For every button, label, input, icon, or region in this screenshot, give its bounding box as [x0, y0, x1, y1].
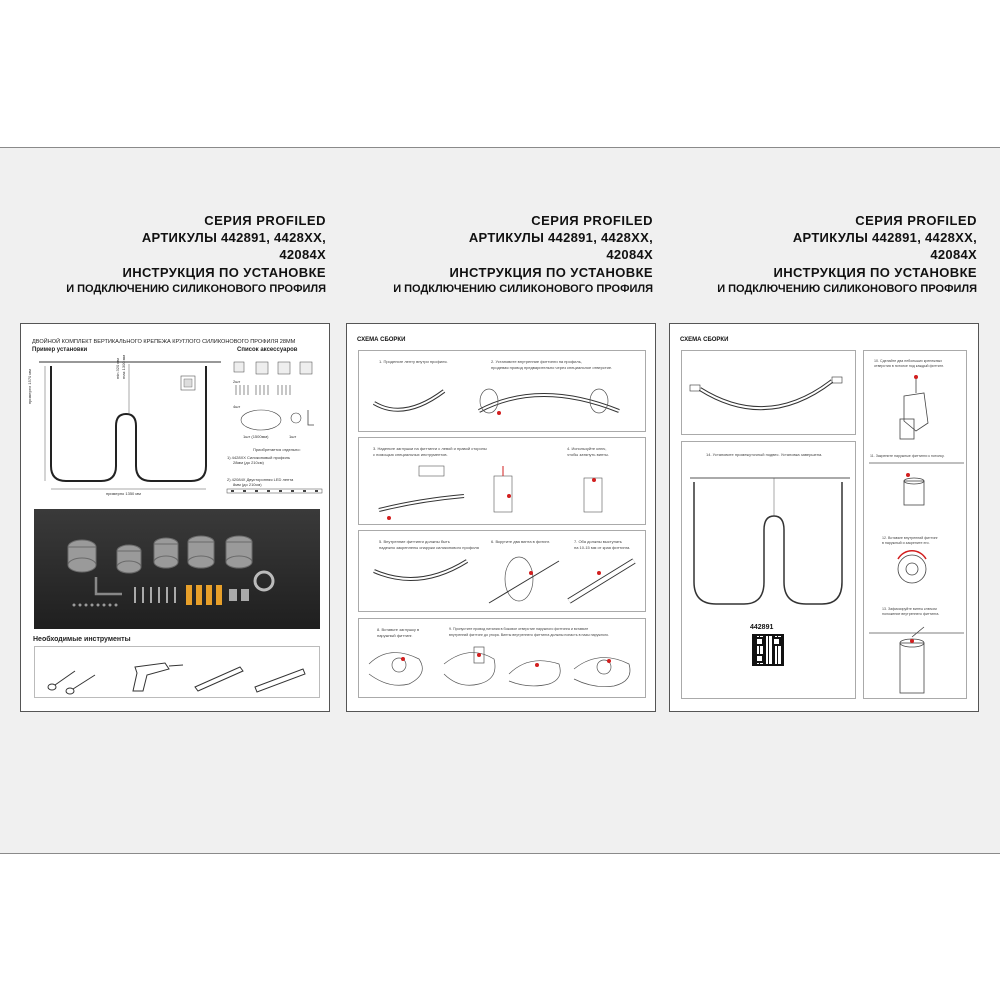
step-box-8-9 [358, 618, 646, 698]
profile-drawing [682, 351, 857, 436]
step4b-text: чтобы затянуть винты. [567, 452, 609, 457]
acc-ring [291, 413, 301, 423]
instruction-line-2: И ПОДКЛЮЧЕНИЮ СИЛИКОНОВОГО ПРОФИЛЯ [393, 283, 653, 295]
step3b-text: с помощью специальных инструментов. [373, 452, 448, 457]
step-box-profile [681, 350, 856, 435]
step7-text: 7. Оба должны выступать [574, 539, 622, 544]
step1-2-drawing [359, 351, 647, 433]
ruler-icon [255, 669, 305, 692]
acc-cable-label: 1шт (1500мм) [243, 434, 269, 439]
header-column-1 [66, 212, 326, 296]
separate-item-2: 2) 42084X Двусторонняя LED лента [227, 477, 294, 482]
acc-fitting-3 [278, 362, 290, 374]
acc-fitting-2 [256, 362, 268, 374]
drill-up-icon [900, 375, 928, 439]
articles-line-2: 42084X [279, 247, 326, 262]
step12-text: 12. Вставьте внутренний фиттинг [882, 536, 938, 540]
step3-text: 3. Наденьте заглушки на фиттинги с левой и правой стороны [373, 446, 487, 451]
step-box-3-4 [358, 437, 646, 525]
page3-title: СХЕМА СБОРКИ [680, 337, 729, 343]
articles-line-1: АРТИКУЛЫ 442891, 4428XX, [468, 230, 653, 245]
instruction-line-1: ИНСТРУКЦИЯ ПО УСТАНОВКЕ [773, 265, 977, 280]
tools-title: Необходимые инструменты [33, 636, 131, 643]
profile-left-loop [51, 366, 206, 481]
led-strip-drawing [227, 488, 322, 494]
acc-count-1: 2шт [233, 379, 241, 384]
step5b-text: надежно закреплены снаружи силиконового профиля [379, 545, 479, 550]
instruction-line-1: ИНСТРУКЦИЯ ПО УСТАНОВКЕ [449, 265, 653, 280]
separate-item-2b: 8мм (до 210см) [233, 482, 262, 487]
fitting-detail-inner [184, 379, 192, 387]
step9b-text: внутренний фиттинг до упора. Винты внутреннего фиттинга должны попасть в пазы наружного. [449, 633, 610, 637]
qr-code [752, 634, 784, 666]
accessories-drawing [226, 360, 326, 450]
page1-title: ДВОЙНОЙ КОМПЛЕКТ ВЕРТИКАЛЬНОГО КРЕПЕЖА КРУГЛОГО СИЛИКОНОВОГО ПРОФИЛЯ 28ММ [32, 339, 296, 345]
instruction-line-2: И ПОДКЛЮЧЕНИЮ СИЛИКОНОВОГО ПРОФИЛЯ [66, 283, 326, 295]
page-3 [669, 323, 979, 712]
header-column-3 [717, 212, 977, 296]
series-title: СЕРИЯ PROFILED [531, 213, 653, 228]
step5-7-drawing [359, 531, 647, 613]
step-box-1-2 [358, 350, 646, 432]
step8-9-drawing [359, 619, 647, 699]
step10b-text: отверстия в потолке под каждый фиттинг. [874, 364, 944, 368]
hardware-photo [34, 509, 320, 629]
step2b-text: продевая провод предварительно через специальное отверстие. [491, 365, 613, 370]
dim-min-label: min 320 мм [115, 358, 120, 379]
step3-4-drawing [359, 438, 647, 526]
acc-count-2: 4шт [233, 404, 241, 409]
acc-cable-coil [241, 410, 281, 430]
acc-hex-key [308, 410, 314, 425]
articles-line-2: 42084X [930, 247, 977, 262]
step10-text: 10. Сделайте два небольших крепежных [874, 359, 943, 363]
dim-drop-label: max 1300 мм [121, 354, 126, 379]
acc-fitting-4 [300, 362, 312, 374]
fitting-lock-icon [900, 627, 924, 693]
step-box-10-13 [863, 350, 967, 699]
step13b-text: положение внутреннего фиттинга. [882, 612, 940, 616]
series-title: СЕРИЯ PROFILED [855, 213, 977, 228]
tools-box [34, 646, 320, 698]
step12b-text: в наружный и закрепите его. [882, 541, 930, 545]
articles-line-1: АРТИКУЛЫ 442891, 4428XX, [792, 230, 977, 245]
instruction-line-2: И ПОДКЛЮЧЕНИЮ СИЛИКОНОВОГО ПРОФИЛЯ [717, 283, 977, 295]
series-title: СЕРИЯ PROFILED [204, 213, 326, 228]
step11-text: 11. Закрепите наружные фиттинги к потолку. [870, 454, 945, 458]
step1-text: 1. Проденьте ленту внутри профиля. [379, 359, 448, 364]
step5-text: 5. Внутренние фиттинги должны быть [379, 539, 450, 544]
tools-drawing [35, 647, 321, 699]
acc-count-last: 1шт [289, 434, 297, 439]
separate-item-1: 1) 4428XX Силиконовый профиль [227, 455, 291, 460]
step7b-text: на 10-15 мм от края фиттинга. [574, 545, 631, 550]
accessories-label: Список аксессуаров [237, 347, 298, 353]
step2-text: 2. Установите внутренние фиттинги на профиль, [491, 359, 582, 364]
page-1 [20, 323, 330, 712]
acc-screws [236, 385, 290, 395]
acc-fitting-1 [234, 362, 244, 372]
instruction-line-1: ИНСТРУКЦИЯ ПО УСТАНОВКЕ [122, 265, 326, 280]
pencil-icon [195, 667, 243, 691]
step8b-text: наружный фиттинг. [377, 633, 413, 638]
articles-line-2: 42084X [606, 247, 653, 262]
fitting-insert-icon [898, 555, 926, 583]
header-column-2 [393, 212, 653, 296]
separate-item-1b: 28мм (до 210см) [233, 460, 264, 465]
dim-width-label: примерно 1350 мм [106, 491, 141, 496]
screwdrivers-icon [48, 671, 95, 694]
page2-title: СХЕМА СБОРКИ [357, 337, 406, 343]
fitting-mount-icon [904, 478, 924, 505]
step9-text: 9. Пропустите провод питания в боковое отверстие наружного фиттинга и вставьте [449, 627, 589, 631]
step6-text: 6. Вкрутите два винта в фитинг. [491, 539, 550, 544]
article-number: 442891 [750, 624, 774, 631]
dim-height-label: примерно 1570 мм [27, 369, 32, 404]
step14-text: 14. Установите промежуточный подвес. Установка завершена. [706, 452, 823, 457]
page-2 [346, 323, 656, 712]
step13-text: 13. Зафиксируйте винты ключом [882, 607, 937, 611]
drill-icon [133, 663, 183, 691]
step-box-5-7 [358, 530, 646, 612]
step10-13-drawing [864, 351, 968, 700]
step-box-14 [681, 441, 856, 699]
step8-text: 8. Вставьте заглушку в [377, 627, 420, 632]
hardware-photo-items [34, 509, 320, 629]
example-label: Пример установки [32, 347, 88, 353]
step4-text: 4. Используйте ключ, [567, 446, 607, 451]
installation-drawing [31, 356, 226, 496]
articles-line-1: АРТИКУЛЫ 442891, 4428XX, [141, 230, 326, 245]
sold-separately-label: Приобретается отдельно: [253, 447, 301, 452]
